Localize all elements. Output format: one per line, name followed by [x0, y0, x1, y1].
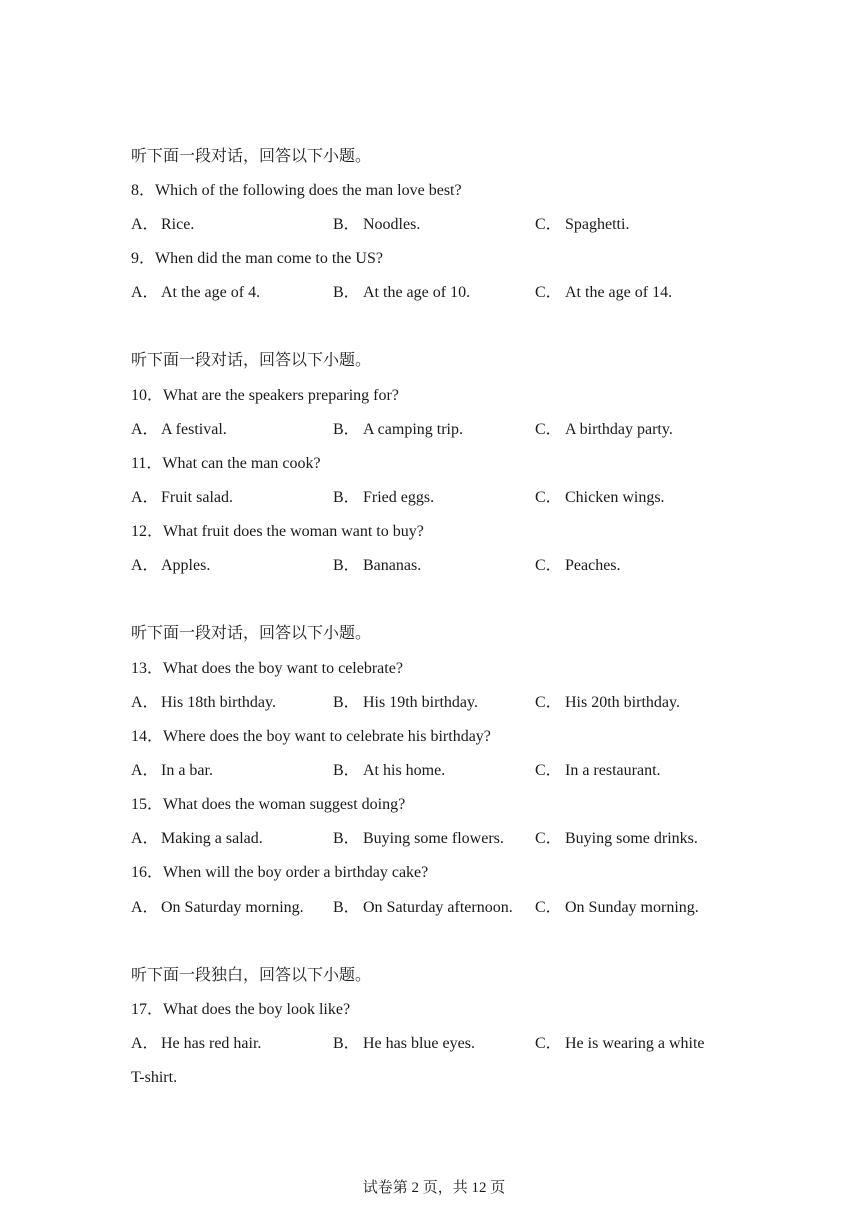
- question-number: 12．: [131, 523, 164, 540]
- option-letter: B．: [333, 1035, 360, 1052]
- option-a: [131, 1034, 261, 1054]
- question-9: [131, 249, 383, 269]
- option-letter: A．: [131, 1035, 159, 1052]
- option-letter: C．: [535, 830, 562, 847]
- question-12: [131, 522, 424, 542]
- option-text: His 18th birthday.: [161, 694, 276, 711]
- option-a: [131, 488, 233, 508]
- option-a: [131, 761, 213, 781]
- question-number: 9．: [131, 250, 156, 267]
- question-8: [131, 181, 462, 201]
- option-a: [131, 829, 263, 849]
- option-text: He has blue eyes.: [363, 1035, 475, 1052]
- question-11: [131, 454, 321, 474]
- question-13: [131, 659, 403, 679]
- option-text: A camping trip.: [363, 421, 463, 438]
- option-letter: C．: [535, 694, 562, 711]
- question-text: What are the speakers preparing for?: [163, 387, 399, 404]
- option-c: [535, 898, 699, 918]
- option-c: [535, 829, 698, 849]
- option-b: [333, 898, 513, 918]
- option-letter: A．: [131, 899, 159, 916]
- question-number: 17．: [131, 1001, 164, 1018]
- option-a: [131, 283, 260, 303]
- option-a: [131, 420, 227, 440]
- option-letter: A．: [131, 557, 159, 574]
- option-continuation: T-shirt.: [131, 1069, 178, 1086]
- option-text: Rice.: [161, 216, 195, 233]
- option-text: At his home.: [363, 762, 446, 779]
- option-a: [131, 556, 210, 576]
- option-letter: A．: [131, 216, 159, 233]
- option-b: [333, 215, 420, 235]
- question-text: What does the boy look like?: [163, 1001, 351, 1018]
- option-text: Fried eggs.: [363, 489, 435, 506]
- question-number: 15．: [131, 796, 164, 813]
- option-letter: A．: [131, 421, 159, 438]
- option-text: On Sunday morning.: [565, 899, 699, 916]
- option-letter: B．: [333, 694, 360, 711]
- option-a: [131, 215, 194, 235]
- question-10: [131, 386, 399, 406]
- option-letter: B．: [333, 489, 360, 506]
- option-text: In a restaurant.: [565, 762, 661, 779]
- option-text: Making a salad.: [161, 830, 263, 847]
- option-b: [333, 761, 445, 781]
- option-letter: A．: [131, 830, 159, 847]
- option-letter: C．: [535, 899, 562, 916]
- option-text: Fruit salad.: [161, 489, 233, 506]
- option-text: He has red hair.: [161, 1035, 262, 1052]
- section-intro: 听下面一段独白，回答以下小题。: [131, 967, 372, 984]
- question-text: What does the boy want to celebrate?: [163, 660, 403, 677]
- option-b: [333, 283, 470, 303]
- option-text: Apples.: [161, 557, 211, 574]
- option-letter: C．: [535, 557, 562, 574]
- question-number: 13．: [131, 660, 164, 677]
- option-letter: C．: [535, 421, 562, 438]
- option-letter: A．: [131, 762, 159, 779]
- question-number: 16．: [131, 864, 164, 881]
- option-c: [535, 1034, 705, 1054]
- option-text: His 20th birthday.: [565, 694, 680, 711]
- option-text: Chicken wings.: [565, 489, 665, 506]
- option-text: In a bar.: [161, 762, 213, 779]
- option-letter: C．: [535, 284, 562, 301]
- option-b: [333, 420, 463, 440]
- question-number: 14．: [131, 728, 164, 745]
- option-letter: B．: [333, 557, 360, 574]
- option-text: A festival.: [161, 421, 227, 438]
- option-b: [333, 488, 434, 508]
- question-number: 11．: [131, 455, 163, 472]
- section-intro: 听下面一段对话，回答以下小题。: [131, 148, 372, 165]
- option-c: [535, 693, 680, 713]
- question-text: Which of the following does the man love best?: [155, 182, 462, 199]
- question-text: What fruit does the woman want to buy?: [163, 523, 424, 540]
- option-text: On Saturday morning.: [161, 899, 304, 916]
- option-text: Buying some drinks.: [565, 830, 698, 847]
- option-a: [131, 693, 276, 713]
- option-letter: B．: [333, 899, 360, 916]
- option-c: [535, 283, 672, 303]
- option-text: He is wearing a white: [565, 1035, 705, 1052]
- option-c: [535, 556, 621, 576]
- section-intro: 听下面一段对话，回答以下小题。: [131, 625, 372, 642]
- option-c: [535, 420, 673, 440]
- option-text: At the age of 14.: [565, 284, 673, 301]
- option-c: [535, 488, 665, 508]
- option-c: [535, 215, 629, 235]
- option-text: Buying some flowers.: [363, 830, 504, 847]
- question-text: What does the woman suggest doing?: [163, 796, 406, 813]
- option-text: At the age of 10.: [363, 284, 471, 301]
- option-text: A birthday party.: [565, 421, 673, 438]
- option-text: His 19th birthday.: [363, 694, 478, 711]
- option-b: [333, 693, 478, 713]
- option-c: [535, 761, 661, 781]
- option-b: [333, 829, 504, 849]
- option-text: At the age of 4.: [161, 284, 261, 301]
- question-number: 10．: [131, 387, 164, 404]
- question-15: [131, 795, 405, 815]
- option-a: [131, 898, 304, 918]
- option-letter: B．: [333, 421, 360, 438]
- option-letter: B．: [333, 830, 360, 847]
- option-text: Spaghetti.: [565, 216, 630, 233]
- section-intro: 听下面一段对话，回答以下小题。: [131, 352, 372, 369]
- question-text: What can the man cook?: [162, 455, 321, 472]
- page-footer: 试卷第 2 页，共 12 页: [362, 1180, 506, 1196]
- question-text: When did the man come to the US?: [155, 250, 383, 267]
- question-text: Where does the boy want to celebrate his birthday?: [163, 728, 491, 745]
- option-text: Noodles.: [363, 216, 421, 233]
- question-14: [131, 727, 491, 747]
- option-letter: C．: [535, 1035, 562, 1052]
- option-text: Bananas.: [363, 557, 422, 574]
- question-text: When will the boy order a birthday cake?: [163, 864, 429, 881]
- option-letter: C．: [535, 489, 562, 506]
- option-letter: A．: [131, 694, 159, 711]
- option-letter: B．: [333, 216, 360, 233]
- option-letter: C．: [535, 216, 562, 233]
- question-17: [131, 1000, 350, 1020]
- question-16: [131, 863, 428, 883]
- option-text: On Saturday afternoon.: [363, 899, 513, 916]
- option-letter: A．: [131, 284, 159, 301]
- option-letter: A．: [131, 489, 159, 506]
- option-text: Peaches.: [565, 557, 621, 574]
- option-letter: C．: [535, 762, 562, 779]
- option-b: [333, 1034, 475, 1054]
- option-letter: B．: [333, 762, 360, 779]
- option-b: [333, 556, 421, 576]
- question-number: 8．: [131, 182, 156, 199]
- option-letter: B．: [333, 284, 360, 301]
